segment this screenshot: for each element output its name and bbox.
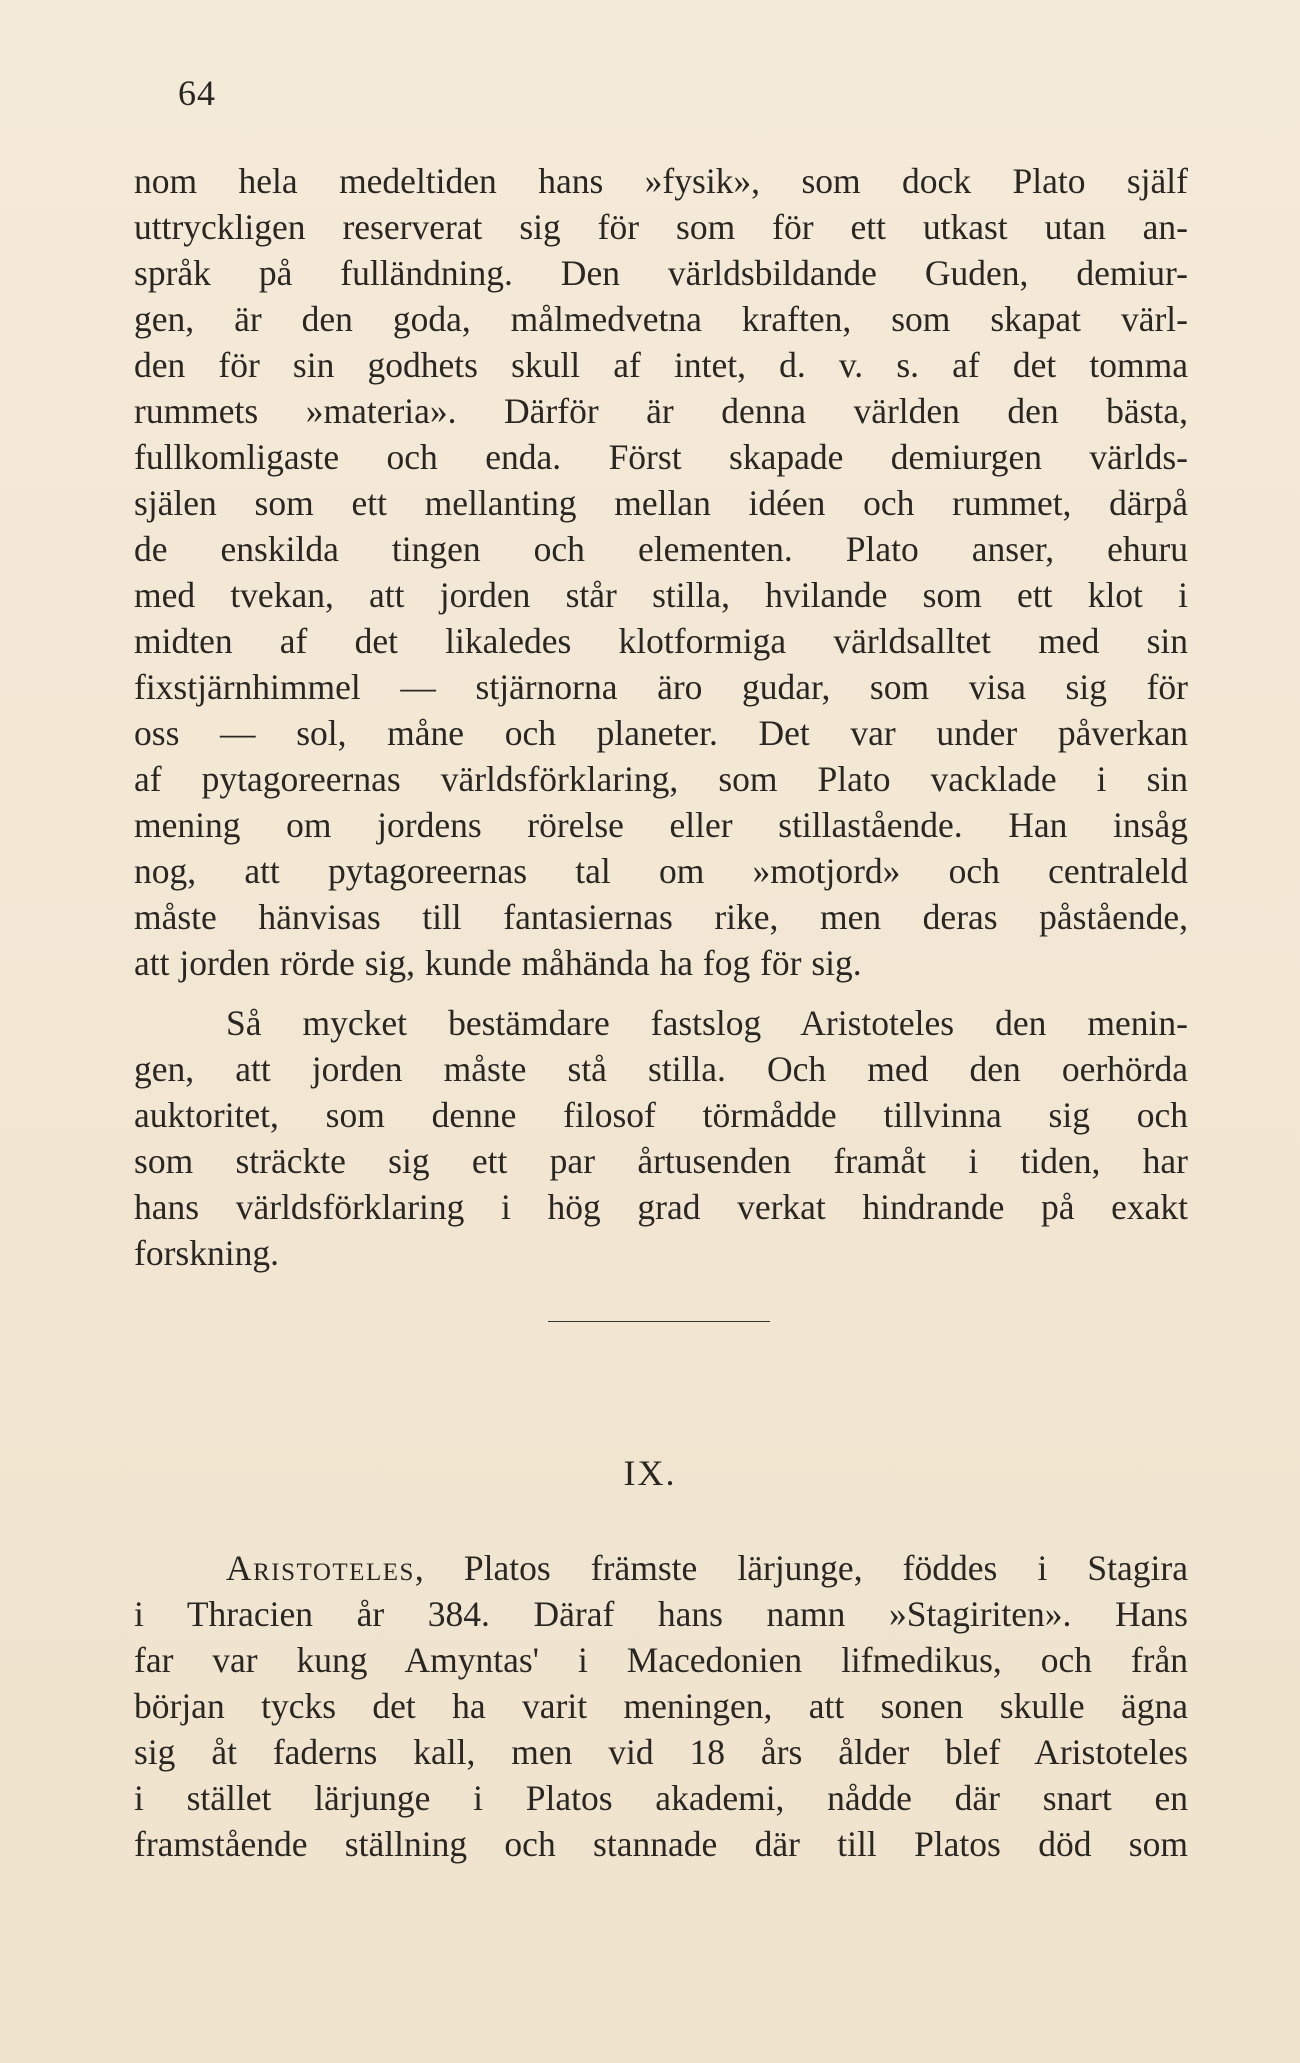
text-line: måste hänvisas till fantasiernas rike, men deras påstående, <box>134 897 1188 937</box>
text-line: språk på fulländning. Den världsbildande Guden, demiur- <box>134 253 1188 293</box>
chapter-heading: IX. <box>623 1453 677 1493</box>
section-divider <box>548 1321 770 1322</box>
text-line: själen som ett mellanting mellan idéen och rummet, därpå <box>134 483 1188 523</box>
text-line: forskning. <box>134 1233 279 1273</box>
text-line: gen, att jorden måste stå stilla. Och med den oerhörda <box>134 1049 1188 1089</box>
text-line: midten af det likaledes klotformiga världsalltet med sin <box>134 621 1188 661</box>
text-line: med tvekan, att jorden står stilla, hvilande som ett klot i <box>134 575 1188 615</box>
paragraph-aristoteles-bio <box>134 1545 1188 1867</box>
text-line: att jorden rörde sig, kunde måhända ha fog för sig. <box>134 943 862 983</box>
text-line: far var kung Amyntas' i Macedonien lifmedikus, och från <box>134 1640 1188 1680</box>
text-line: af pytagoreernas världsförklaring, som Plato vacklade i sin <box>134 759 1188 799</box>
text-line: fixstjärnhimmel — stjärnorna äro gudar, som visa sig för <box>134 667 1188 707</box>
text-line: rummets »materia». Därför är denna världen den bästa, <box>134 391 1188 431</box>
text-line: mening om jordens rörelse eller stillastående. Han insåg <box>134 805 1188 845</box>
text-line: auktoritet, som denne filosof törmådde tillvinna sig och <box>134 1095 1188 1135</box>
text-line: som sträckte sig ett par årtusenden framåt i tiden, har <box>134 1141 1188 1181</box>
paragraph-aristoteles-view <box>134 1000 1188 1276</box>
text-line: uttryckligen reserverat sig för som för ett utkast utan an- <box>134 207 1188 247</box>
text-line <box>134 1545 1188 1591</box>
text-line: framstående ställning och stannade där till Platos död som <box>134 1824 1188 1864</box>
text-line: Så mycket bestämdare fastslog Aristoteles den menin- <box>226 1003 1188 1043</box>
text-line: de enskilda tingen och elementen. Plato anser, ehuru <box>134 529 1188 569</box>
text-line: i stället lärjunge i Platos akademi, nådde där snart en <box>134 1778 1188 1818</box>
text-line: i Thracien år 384. Däraf hans namn »Stagiriten». Hans <box>134 1594 1188 1634</box>
text-line: den för sin godhets skull af intet, d. v. s. af det tomma <box>134 345 1188 385</box>
text-line: sig åt faderns kall, men vid 18 års ålder blef Aristoteles <box>134 1732 1188 1772</box>
page-number: 64 <box>178 73 216 113</box>
text-line: nom hela medeltiden hans »fysik», som dock Plato själf <box>134 161 1188 201</box>
name-smallcaps: Aristoteles <box>226 1548 415 1588</box>
text-line: nog, att pytagoreernas tal om »motjord» och centraleld <box>134 851 1188 891</box>
text-line: fullkomligaste och enda. Först skapade demiurgen världs- <box>134 437 1188 477</box>
paragraph-plato <box>134 158 1188 986</box>
text-line: gen, är den goda, målmedvetna kraften, som skapat värl- <box>134 299 1188 339</box>
text-line: oss — sol, måne och planeter. Det var under påverkan <box>134 713 1188 753</box>
text-line: hans världsförklaring i hög grad verkat hindrande på exakt <box>134 1187 1188 1227</box>
text-line: början tycks det ha varit meningen, att sonen skulle ägna <box>134 1686 1188 1726</box>
text-fragment: , Platos främste lärjunge, föddes i Stagira <box>414 1548 1188 1588</box>
